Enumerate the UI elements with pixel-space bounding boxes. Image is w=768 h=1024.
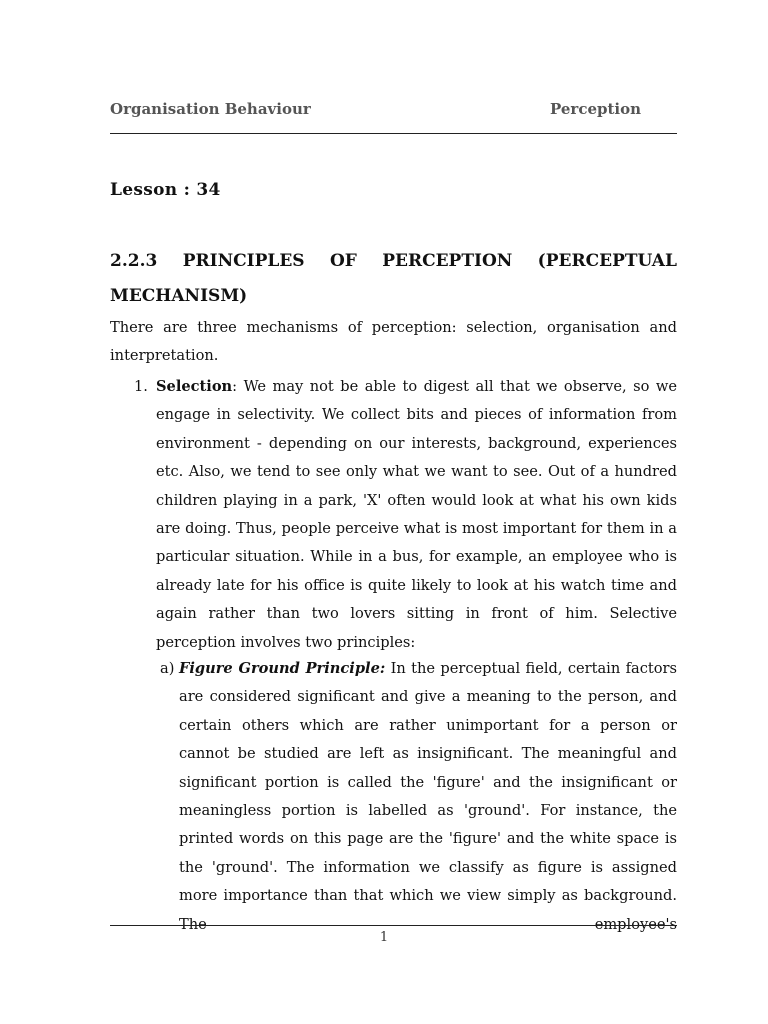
header-course-title: Organisation Behaviour: [110, 100, 311, 118]
list-item-number: 1.: [134, 378, 148, 395]
page-number: 1: [379, 930, 389, 945]
list-item-selection: [156, 373, 677, 657]
header-chapter-title: Perception: [550, 100, 642, 118]
list-item-text: : We may not be able to digest all that we observe, so we engage in selectivity. We collect bits and pieces of information from environment - depending on our interests, background, experiences etc. Also, we tend to see only what we want to see. Out of a hundred children playing in a park, 'X' often would look at what his own kids are doing. Thus, people perceive what is most important for them in a particular situation. While in a bus, for example, an employee who is already late for his office is quite likely to look at his watch time and again rather than two lovers sitting in front of him. Selective perception involves two principles:: [156, 378, 677, 651]
heading-word: PRINCIPLES: [182, 251, 305, 271]
header-divider: [110, 133, 677, 134]
sublist-item-marker: a): [160, 660, 175, 677]
lesson-title: Lesson : 34: [110, 180, 221, 200]
heading-word: (PERCEPTUAL: [537, 251, 677, 271]
section-heading-line-2: MECHANISM): [110, 286, 248, 306]
footer-divider: [110, 925, 677, 926]
list-item-term: Selection: [156, 378, 233, 395]
section-heading-line-1: [110, 250, 677, 272]
running-header: [110, 100, 677, 122]
section-heading: [110, 250, 677, 306]
heading-word: OF: [329, 251, 357, 271]
heading-word: PERCEPTION: [382, 251, 513, 271]
sublist-item-term: Figure Ground Principle:: [179, 660, 386, 677]
heading-word: 2.2.3: [110, 251, 158, 271]
sublist-item-text: In the perceptual field, certain factors are considered significant and give a meaning to the person, and certain others which are rather unimportant for a person or cannot be studied are left as insignificant. The meaningful and significant portion is called the 'figure' and the insignificant or meaningless portion is labelled as 'ground'. For instance, the printed words on this page are the 'figure' and the white space is the 'ground'. The information we classify as figure is assigned more importance than that which we view simply as background. The employee's: [179, 660, 677, 933]
sublist-item-figure-ground: [179, 655, 677, 939]
intro-paragraph: There are three mechanisms of perception: selection, organisation and interpretation.: [110, 319, 677, 365]
